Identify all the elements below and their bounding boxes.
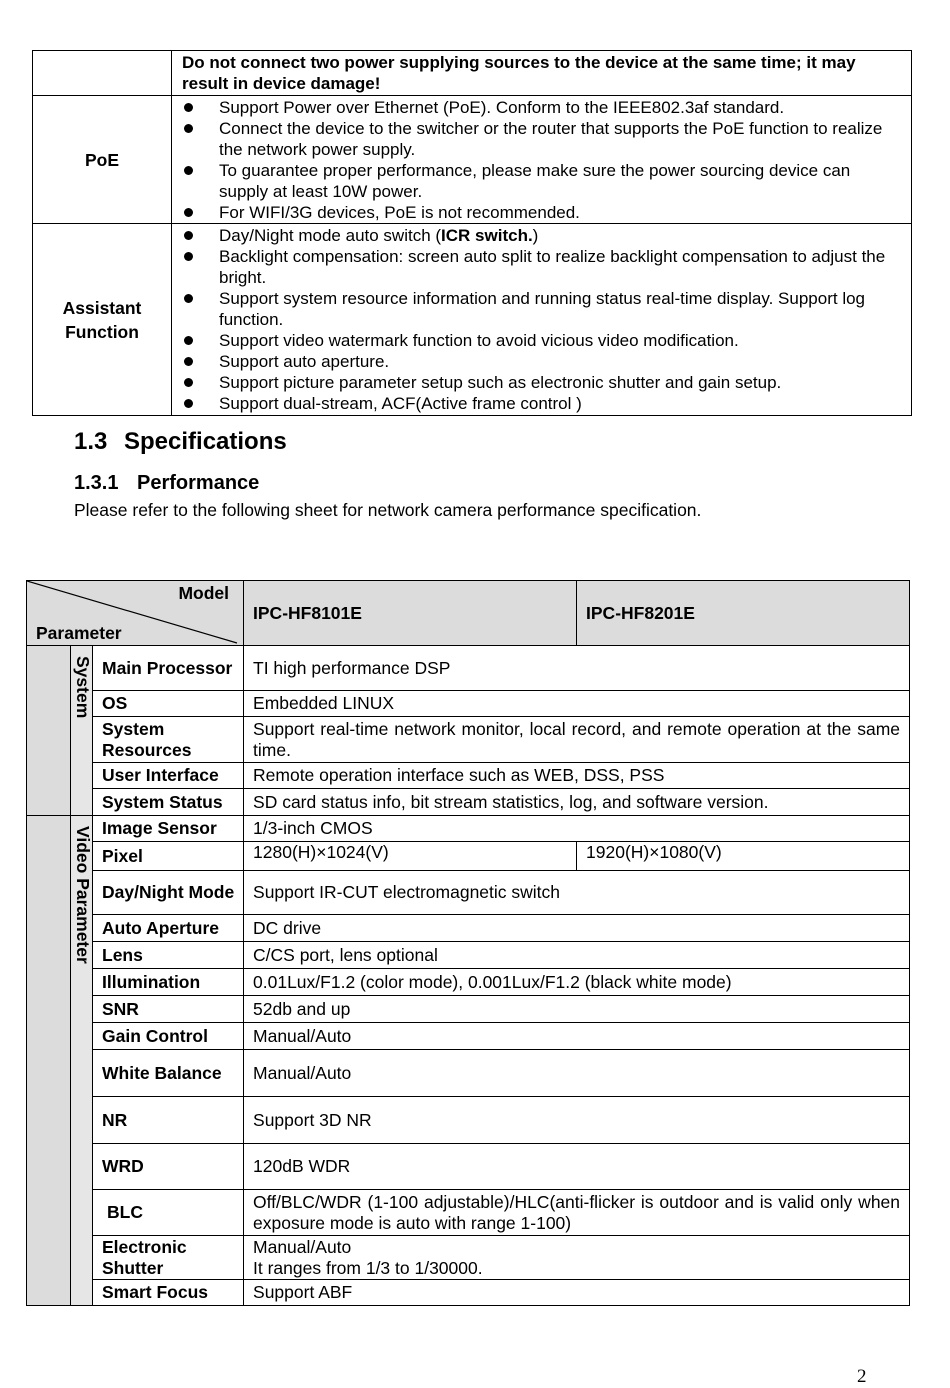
list-item-text: Day/Night mode auto switch ( xyxy=(219,226,442,245)
row-value: Remote operation interface such as WEB, DSS, PSS xyxy=(244,763,910,789)
intro-text: Please refer to the following sheet for network camera performance specification. xyxy=(74,500,702,520)
header-diagonal-cell xyxy=(27,581,244,646)
group-video-parameter xyxy=(27,816,93,1306)
group-system xyxy=(27,646,93,816)
row-label: Illumination xyxy=(93,969,244,996)
subsection-heading xyxy=(74,472,259,495)
list-item: Support picture parameter setup such as electronic shutter and gain setup. xyxy=(182,372,901,393)
row-value: C/CS port, lens optional xyxy=(244,942,910,969)
list-item: To guarantee proper performance, please make sure the power sourcing device can supply at least 10W power. xyxy=(182,160,901,202)
row-label: Lens xyxy=(93,942,244,969)
row-value-line: Manual/Auto xyxy=(253,1236,352,1257)
model-b-header: IPC-HF8201E xyxy=(577,581,910,646)
row-label: Image Sensor xyxy=(93,816,244,842)
section-number: 1.3 xyxy=(74,428,108,455)
assistant-function-label: Assistant Function xyxy=(33,224,172,416)
row-label: Pixel xyxy=(93,842,244,871)
row-value: Support 3D NR xyxy=(244,1097,910,1144)
row-label: User Interface xyxy=(93,763,244,789)
poe-details xyxy=(172,96,912,224)
model-a-header: IPC-HF8101E xyxy=(244,581,577,646)
row-label: Gain Control xyxy=(93,1023,244,1050)
row-value: 1/3-inch CMOS xyxy=(244,816,910,842)
list-item xyxy=(182,225,901,246)
assistant-list xyxy=(182,225,901,414)
list-item: Support system resource information and running status real-time display. Support log function. xyxy=(182,288,901,330)
section-heading xyxy=(74,428,287,456)
row-value-line: It ranges from 1/3 to 1/30000. xyxy=(253,1257,483,1278)
row-value: DC drive xyxy=(244,915,910,942)
row-label: Auto Aperture xyxy=(93,915,244,942)
list-item: Support auto aperture. xyxy=(182,351,901,372)
row-label: System Status xyxy=(93,789,244,816)
row-value xyxy=(244,1236,910,1280)
group-video-parameter-label: Video Parameter xyxy=(73,826,93,964)
list-item: Support Power over Ethernet (PoE). Conform to the IEEE802.3af standard. xyxy=(182,97,901,118)
row-value: TI high performance DSP xyxy=(244,646,910,691)
row-value: Embedded LINUX xyxy=(244,691,910,717)
group-system-label: System xyxy=(73,656,93,719)
row-label: NR xyxy=(93,1097,244,1144)
performance-spec-table xyxy=(26,580,910,1306)
row-value-model-a: 1280(H)×1024(V) xyxy=(244,842,577,871)
row-value: Support real-time network monitor, local record, and remote operation at the same time. xyxy=(244,717,910,763)
row-value-model-b: 1920(H)×1080(V) xyxy=(577,842,910,871)
header-parameter: Parameter xyxy=(36,623,122,643)
row-label: Smart Focus xyxy=(93,1280,244,1306)
row-label: Electronic Shutter xyxy=(93,1236,244,1280)
poe-list xyxy=(182,97,901,223)
row-label: BLC xyxy=(93,1190,244,1236)
row-label: White Balance xyxy=(93,1050,244,1097)
row-value: Manual/Auto xyxy=(244,1050,910,1097)
page-number: 2 xyxy=(857,1366,867,1387)
header-model: Model xyxy=(178,583,230,603)
row-value: 52db and up xyxy=(244,996,910,1023)
list-item: Support dual-stream, ACF(Active frame control ) xyxy=(182,393,901,414)
list-item: Backlight compensation: screen auto split to realize backlight compensation to adjust the bright. xyxy=(182,246,901,288)
row-value: Support ABF xyxy=(244,1280,910,1306)
power-warning: Do not connect two power supplying sources to the device at the same time; it may result in device damage! xyxy=(172,51,912,96)
list-item: Support video watermark function to avoid vicious video modification. xyxy=(182,330,901,351)
list-item: Connect the device to the switcher or the router that supports the PoE function to realize the network power supply. xyxy=(182,118,901,160)
subsection-title: Performance xyxy=(137,472,260,494)
row-label: Main Processor xyxy=(93,646,244,691)
row-value: 0.01Lux/F1.2 (color mode), 0.001Lux/F1.2 (black white mode) xyxy=(244,969,910,996)
row-value: 120dB WDR xyxy=(244,1144,910,1190)
list-item: For WIFI/3G devices, PoE is not recommended. xyxy=(182,202,901,223)
row-label: System Resources xyxy=(93,717,244,763)
poe-label: PoE xyxy=(33,96,172,224)
row-value: Support IR-CUT electromagnetic switch xyxy=(244,871,910,915)
row-label: OS xyxy=(93,691,244,717)
row-value: Manual/Auto xyxy=(244,1023,910,1050)
features-table xyxy=(32,50,912,416)
section-title: Specifications xyxy=(124,428,287,455)
blank-cell xyxy=(33,51,172,96)
row-label: WRD xyxy=(93,1144,244,1190)
subsection-number: 1.3.1 xyxy=(74,472,119,494)
row-label: Day/Night Mode xyxy=(93,871,244,915)
row-label: SNR xyxy=(93,996,244,1023)
assistant-function-details xyxy=(172,224,912,416)
icr-switch-text: ICR switch. xyxy=(441,226,533,245)
list-item-text: ) xyxy=(532,226,539,245)
row-value: Off/BLC/WDR (1-100 adjustable)/HLC(anti-flicker is outdoor and is valid only when exposure mode is auto with range 1-100) xyxy=(244,1190,910,1236)
row-value: SD card status info, bit stream statistics, log, and software version. xyxy=(244,789,910,816)
